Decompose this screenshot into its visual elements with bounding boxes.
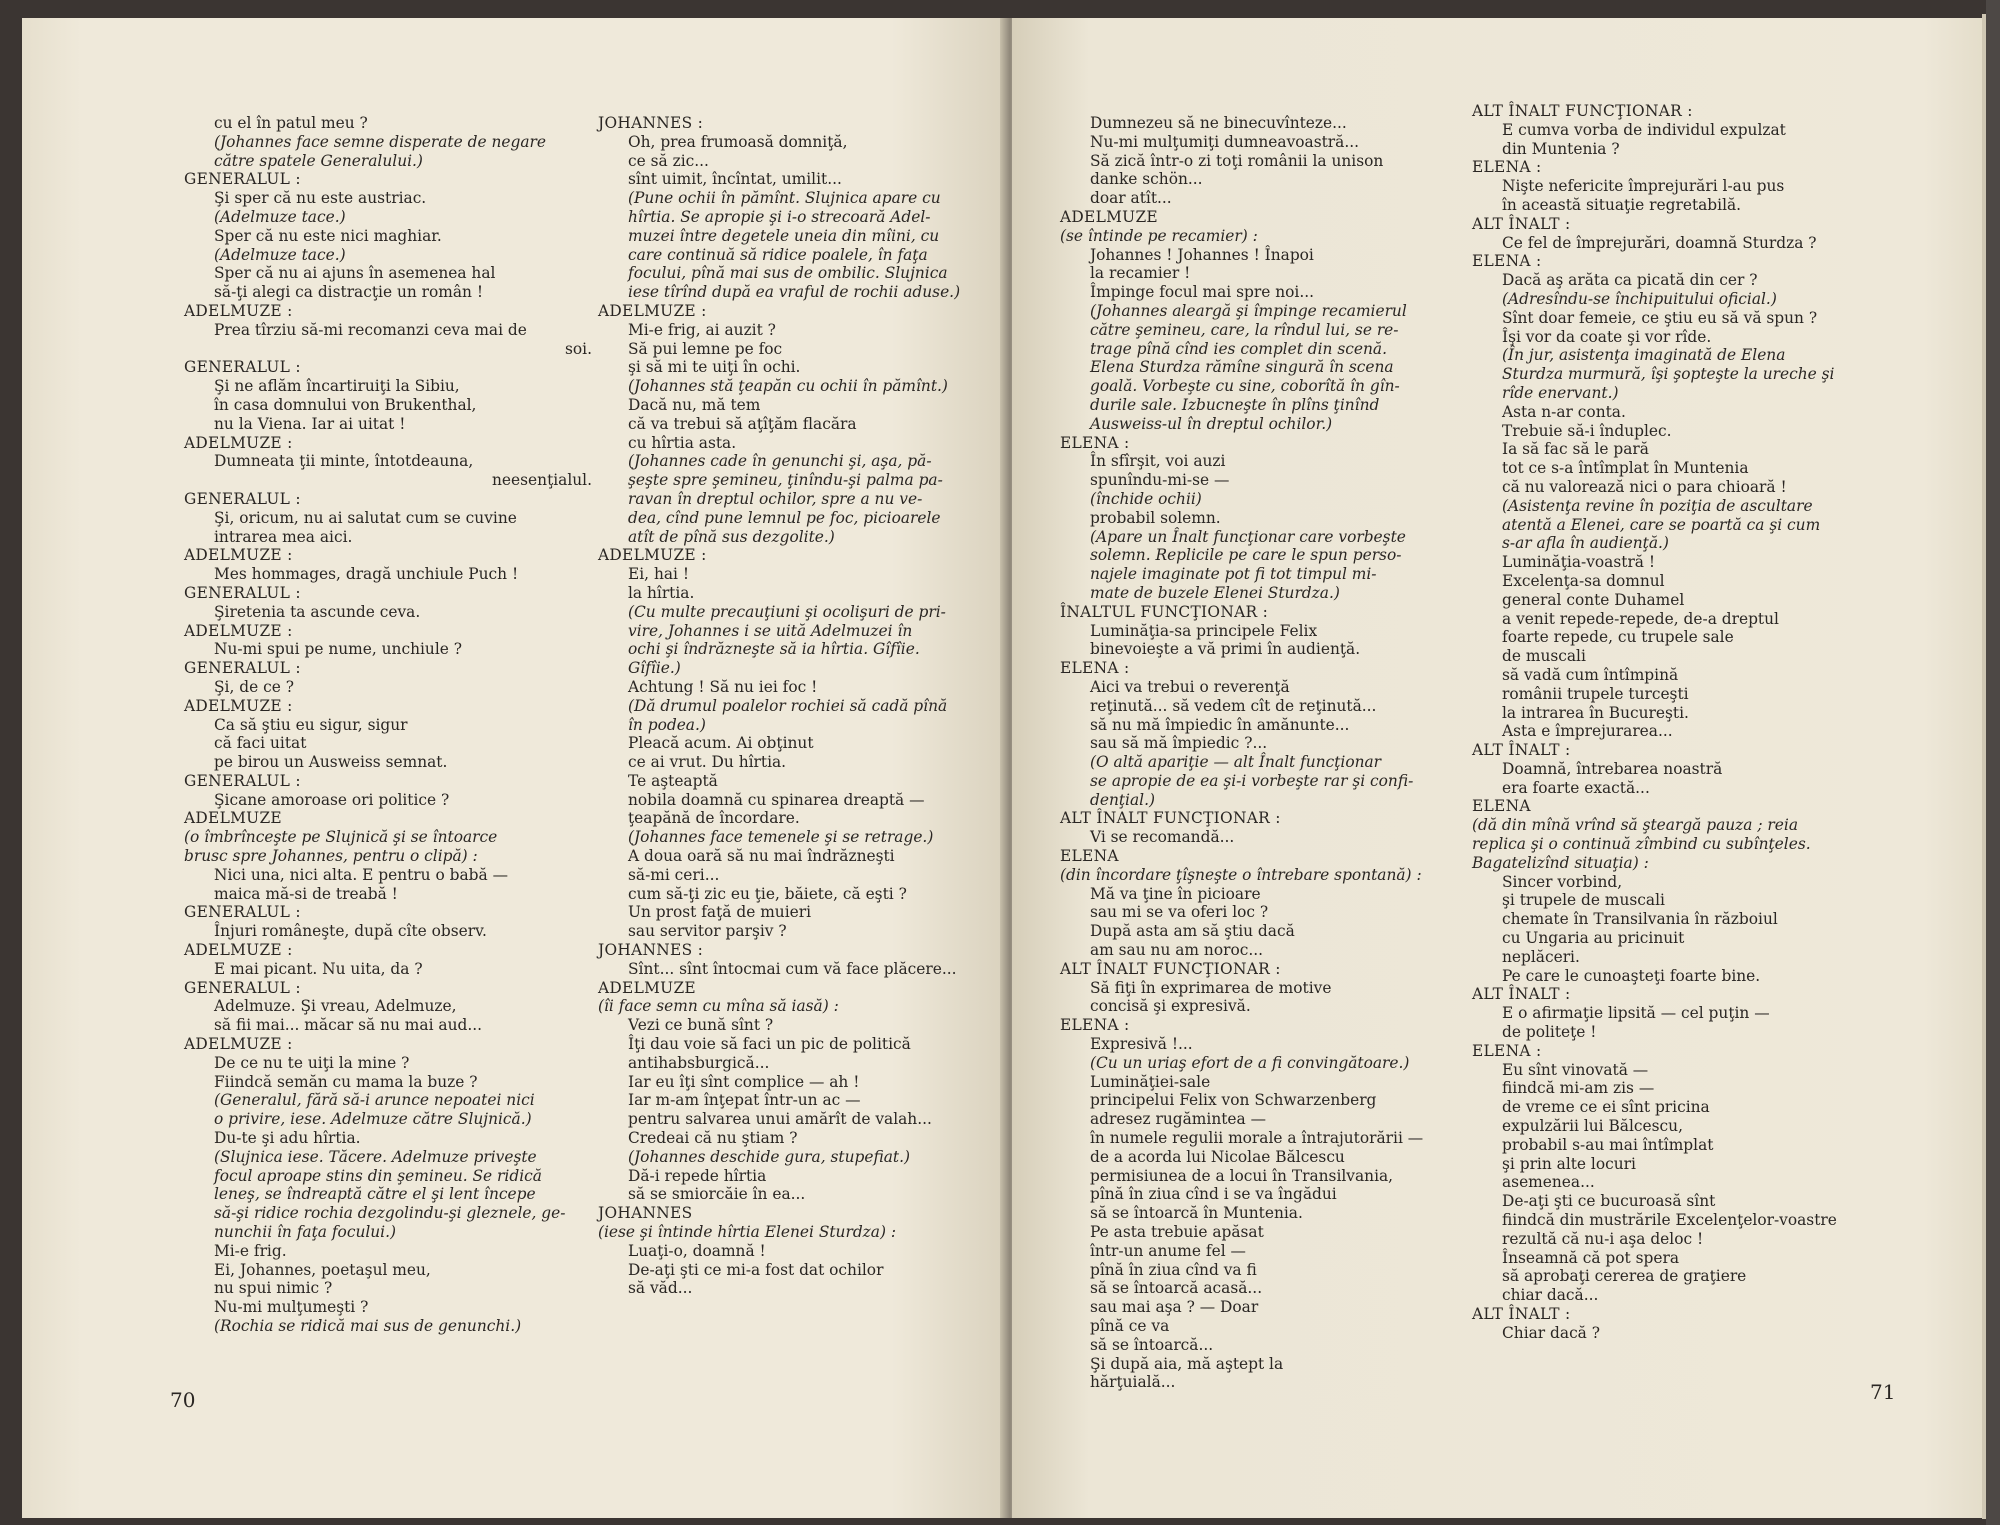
stage-direction: dea, cînd pune lemnul pe foc, picioarele [628,508,941,527]
stage-direction: leneş, se îndreaptă către el şi lent începe [214,1185,536,1204]
stage-direction: (O altă apariţie — alt Înalt funcţionar [1090,753,1382,772]
dialogue-line: Mes hommages, dragă unchiule Puch ! [214,565,519,584]
dialogue-line: asemenea... [1502,1173,1595,1192]
stage-direction: brusc spre Johannes, pentru o clipă) : [184,847,478,866]
stage-direction: (o îmbrînceşte pe Slujnică şi se întoarce [184,828,498,847]
dialogue-line: Ei, hai ! [628,565,690,584]
dialogue-line: că va trebui să aţîţăm flacăra [628,414,857,433]
dialogue-line: Dumneata ţii minte, întotdeauna, [214,452,474,471]
dialogue-line: sau mai aşa ? — Doar [1090,1298,1259,1317]
dialogue-line: sau servitor parşiv ? [628,922,787,941]
dialogue-line: Luminăţiei-sale [1090,1072,1211,1091]
dialogue-line: Johannes ! Johannes ! Înapoi [1090,245,1314,264]
dialogue-line: Ei, Johannes, poetaşul meu, [214,1260,431,1279]
dialogue-line: Dacă nu, mă tem [628,395,761,414]
speaker-name: ELENA : [1060,1016,1130,1035]
dialogue-line: sau să mă împiedic ?... [1090,734,1268,753]
dialogue-line: Credeai că nu ştiam ? [628,1129,798,1148]
dialogue-line: Luminăţia-voastră ! [1502,553,1656,572]
left-page-column-2 [598,114,1010,1298]
speaker-name: ALT ÎNALT : [1472,1305,1571,1323]
dialogue-line: Eu sînt vinovată — [1502,1060,1649,1079]
dialogue-line: Prea tîrziu să-mi recomanzi ceva mai de [214,320,527,339]
dialogue-line: Excelenţa-sa domnul [1502,571,1665,590]
dialogue-line: După asta am să ştiu dacă [1090,922,1295,941]
speaker-name: ADELMUZE [1060,207,1158,226]
right-page-column-1 [1060,114,1480,1392]
dialogue-line: Împinge focul mai spre noi... [1090,283,1314,302]
speaker-name: ADELMUZE : [184,546,293,565]
dialogue-line: foarte repede, cu trupele sale [1502,628,1734,647]
dialogue-line: Oh, prea frumoasă domniţă, [628,132,848,151]
stage-direction: Ausweiss-ul în dreptul ochilor.) [1090,414,1333,433]
dialogue-line: Sînt... sînt întocmai cum vă face plăcere... [628,959,957,978]
dialogue-line: Şi, oricum, nu ai salutat cum se cuvine [214,508,517,527]
stage-direction: ravan în dreptul ochilor, spre a nu ve- [628,489,923,508]
speaker-name: ELENA [1060,847,1119,866]
dialogue-line: ţeapănă de încordare. [628,809,800,828]
speaker-name: ALT ÎNALT FUNCŢIONAR : [1060,809,1281,828]
stage-direction: iese tîrînd după ea vraful de rochii aduse.) [628,283,961,302]
dialogue-line: Adelmuze. Şi vreau, Adelmuze, [214,997,457,1016]
stage-direction: (închide ochii) [1090,489,1202,508]
dialogue-line: expulzării lui Bălcescu, [1502,1117,1683,1136]
stage-direction: hîrtia. Se apropie şi i-o strecoară Adel- [628,207,931,226]
dialogue-line: spunîndu-mi-se — [1090,471,1230,490]
dialogue-line: Mi-e frig, ai auzit ? [628,320,776,339]
stage-direction: mate de buzele Elenei Sturdza.) [1090,583,1340,602]
speaker-name: ADELMUZE : [184,941,293,960]
dialogue-line: Şi după aia, mă aştept la [1090,1354,1284,1373]
speaker-name: ALT ÎNALT FUNCŢIONAR : [1472,102,1693,120]
dialogue-line: maica mă-si de treabă ! [214,884,398,903]
speaker-name: ADELMUZE : [184,433,293,452]
speaker-name: GENERALUL : [184,659,301,678]
speaker-name: ADELMUZE : [598,301,707,320]
dialogue-line: Şi ne aflăm încartiruiţi la Sibiu, [214,377,460,396]
dialogue-line: Înseamnă că pot spera [1502,1248,1680,1267]
dialogue-line: cu el în patul meu ? [214,114,368,132]
dialogue-line: hărţuială... [1090,1373,1176,1392]
dialogue-line: adresez rugămintea — [1090,1110,1266,1129]
dialogue-line: Pe asta trebuie apăsat [1090,1223,1264,1242]
stage-direction: solemn. Replicile pe care le spun perso- [1090,546,1402,565]
stage-direction: s-ar afla în audienţă.) [1502,534,1669,553]
dialogue-line: neplăceri. [1502,947,1580,966]
speaker-name: ELENA : [1472,252,1542,271]
stage-direction: (Adelmuze tace.) [214,207,346,226]
dialogue-line: cum să-ţi zic eu ţie, băiete, că eşti ? [628,884,907,903]
stage-direction: (Johannes deschide gura, stupefiat.) [628,1147,910,1166]
dialogue-line: sau mi se va oferi loc ? [1090,903,1269,922]
dialogue-line: Ce fel de împrejurări, doamnă Sturdza ? [1502,233,1817,252]
dialogue-line: să-mi ceri... [628,865,720,884]
stage-direction: ochi şi îndrăzneşte să ia hîrtia. Gîfîie. [628,640,920,659]
dialogue-line: concisă şi expresivă. [1090,997,1251,1016]
dialogue-line: fiindcă din mustrările Excelenţelor-voastre [1502,1211,1837,1230]
stage-direction: denţial.) [1090,790,1155,809]
stage-direction: najele imaginate pot fi tot timpul mi- [1090,565,1377,584]
dialogue-line: chiar dacă... [1502,1286,1599,1305]
dialogue-line: Sper că nu este nici maghiar. [214,226,442,245]
dialogue-line: Fiindcă semăn cu mama la buze ? [214,1072,478,1091]
dialogue-line: cu Ungaria au pricinuit [1502,929,1685,948]
dialogue-line: să văd... [628,1279,693,1298]
dialogue-line: Un prost faţă de muieri [628,903,812,922]
dialogue-line: şi trupele de muscali [1502,891,1665,910]
stage-direction: (dă din mînă vrînd să şteargă pauza ; reia [1472,816,1798,835]
stage-direction: (Adelmuze tace.) [214,245,346,264]
dialogue-line: nu spui nimic ? [214,1279,333,1298]
dialogue-line: Mi-e frig. [214,1241,287,1260]
dialogue-line: Dă-i repede hîrtia [628,1166,767,1185]
stage-direction: (Asistenţa revine în poziţia de ascultare [1502,496,1813,515]
stage-direction: (Johannes cade în genunchi şi, aşa, pă- [628,452,932,471]
stage-direction: către spatele Generalului.) [214,151,423,170]
dialogue-line: în casa domnului von Brukenthal, [214,395,477,414]
stage-direction: replica şi o continuă zîmbind cu subînţeles. [1472,835,1811,854]
speaker-name: ÎNALTUL FUNCŢIONAR : [1060,602,1269,621]
page-number-right: 71 [1870,1380,1896,1404]
dialogue-line: că nu valorează nici o para chioară ! [1502,477,1787,496]
dialogue-line: Iar eu îţi sînt complice — ah ! [628,1072,860,1091]
stage-direction: (iese şi întinde hîrtia Elenei Sturdza) : [598,1223,897,1242]
speaker-name: ELENA : [1060,659,1130,678]
dialogue-line: Nu-mi mulţumiţi dumneavoastră... [1090,132,1360,151]
right-page-column-2 [1472,102,1902,1343]
dialogue-line: de muscali [1502,647,1586,666]
dialogue-line: să fii mai... măcar să nu mai aud... [214,1016,483,1035]
dialogue-line: antihabsburgică... [628,1053,770,1072]
dialogue-line: fiindcă mi-am zis — [1502,1079,1655,1098]
dialogue-line: Ca să ştiu eu sigur, sigur [214,715,408,734]
stage-direction: goală. Vorbeşte cu sine, coborîtă în gîn- [1090,377,1400,396]
dialogue-line: să se întoarcă acasă... [1090,1279,1263,1298]
dialogue-line: tot ce s-a întîmplat în Muntenia [1502,459,1749,478]
dialogue-line: Nişte nefericite împrejurări l-au pus [1502,177,1785,196]
stage-direction: atît de pînă sus dezgolite.) [628,527,835,546]
stage-direction: atentă a Elenei, care se poartă ca şi cum [1502,515,1821,534]
dialogue-line: Să zică într-o zi toţi românii la unison [1090,151,1384,170]
dialogue-line: Îţi dau voie să faci un pic de politică [628,1035,911,1054]
stage-direction: durile sale. Izbucneşte în plîns ţinînd [1090,395,1380,414]
stage-direction: (Slujnica iese. Tăcere. Adelmuze priveşte [214,1147,537,1166]
speaker-name: ALT ÎNALT : [1472,214,1571,233]
dialogue-line: De-aţi şti ce mi-a fost dat ochilor [628,1260,884,1279]
dialogue-line: Şi, de ce ? [214,677,294,696]
speaker-name: ALT ÎNALT : [1472,985,1571,1004]
stage-direction: (Adresîndu-se închipuitului oficial.) [1502,289,1777,308]
stage-direction: către şemineu, care, la rîndul lui, se re- [1090,320,1399,339]
stage-direction: (Generalul, fără să-i arunce nepoatei nici [214,1091,535,1110]
stage-direction: muzei între degetele uneia din mîini, cu [628,226,940,245]
dialogue-line: Vi se recomandă... [1090,828,1235,847]
speaker-name: ADELMUZE : [184,1035,293,1054]
stage-direction: (Dă drumul poalelor rochiei să cadă pînă [628,696,948,715]
page-number-left: 70 [170,1388,196,1412]
dialogue-line: să vadă cum întîmpină [1502,665,1679,684]
stage-direction: (Cu un uriaş efort de a fi convingătoare.) [1090,1053,1410,1072]
speaker-name: JOHANNES [598,1204,693,1223]
dialogue-line: Pleacă acum. Ai obţinut [628,734,814,753]
speaker-name: GENERALUL : [184,489,301,508]
dialogue-line: Sincer vorbind, [1502,872,1623,891]
dialogue-line: Expresivă !... [1090,1035,1193,1054]
dialogue-line: Nu-mi spui pe nume, unchiule ? [214,640,462,659]
dialogue-line: Trebuie să-i îndupleс. [1502,421,1672,440]
dialogue-line: la hîrtia. [628,583,695,602]
stage-direction: (În jur, asistenţa imaginată de Elena [1502,346,1786,365]
dialogue-line: să se întoarcă în Muntenia. [1090,1204,1303,1223]
stage-direction: (se întinde pe recamier) : [1060,226,1258,245]
speaker-name: ADELMUZE [184,809,282,828]
speaker-name: ADELMUZE : [184,301,293,320]
dialogue-line: Dumnezeu să ne binecuvînteze... [1090,114,1347,132]
stage-direction: (îi face semn cu mîna să iasă) : [598,997,839,1016]
dialogue-line: Să pui lemne pe foc [628,339,783,358]
stage-direction: trage pînă cînd ies complet din scenă. [1090,339,1387,358]
dialogue-line: soi. [565,339,592,358]
dialogue-line: Du-te şi adu hîrtia. [214,1129,361,1148]
stage-direction: în podea.) [628,715,706,734]
dialogue-line: Să fiţi în exprimarea de motive [1090,978,1332,997]
speaker-name: JOHANNES : [598,941,704,960]
dialogue-line: principelui Felix von Schwarzenberg [1090,1091,1377,1110]
stage-direction: se apropie de ea şi-i vorbeşte rar şi confi- [1090,771,1414,790]
dialogue-line: nu la Viena. Iar ai uitat ! [214,414,406,433]
dialogue-line: din Muntenia ? [1502,139,1620,158]
dialogue-line: binevoieşte a vă primi în audienţă. [1090,640,1361,659]
dialogue-line: E o afirmaţie lipsită — cel puţin — [1502,1004,1770,1023]
dialogue-line: Pe care le cunoaşteţi foarte bine. [1502,966,1761,985]
dialogue-line: Şiretenia ta ascunde ceva. [214,602,421,621]
dialogue-line: A doua oară să nu mai îndrăzneşti [628,847,895,866]
stage-direction: (Rochia se ridică mai sus de genunchi.) [214,1317,522,1335]
dialogue-line: E cumva vorba de individul expulzat [1502,120,1786,139]
stage-direction: care continuă să ridice poalele, în faţa [628,245,928,264]
dialogue-line: şi prin alte locuri [1502,1154,1636,1173]
dialogue-line: pentru salvarea unui amărît de valah... [628,1110,932,1129]
speaker-name: ADELMUZE : [184,696,293,715]
stage-direction: şeşte spre şemineu, ţinîndu-şi palma pa- [628,471,943,490]
speaker-name: ELENA : [1060,433,1130,452]
dialogue-line: pînă în ziua cînd i se va îngădui [1090,1185,1337,1204]
dialogue-line: Iar m-am înţepat într-un ac — [628,1091,861,1110]
dialogue-line: că faci uitat [214,734,307,753]
dialogue-line: probabil solemn. [1090,508,1221,527]
stage-direction: (Johannes aleargă şi împinge recamierul [1090,301,1407,320]
dialogue-line: intrarea mea aici. [214,527,353,546]
dialogue-line: De ce nu te uiţi la mine ? [214,1053,410,1072]
dialogue-line: Mă va ţine în picioare [1090,884,1261,903]
dialogue-line: Sper că nu ai ajuns în asemenea hal [214,264,496,283]
dialogue-line: pînă ce va [1090,1317,1170,1335]
dialogue-line: să nu mă împiedic în amănunte... [1090,715,1350,734]
dialogue-line: în această situaţie regretabilă. [1502,195,1742,214]
speaker-name: GENERALUL : [184,903,301,922]
dialogue-line: Aici va trebui o reverenţă [1090,677,1290,696]
dialogue-line: Şi sper că nu este austriac. [214,189,427,208]
stage-direction: Elena Sturdza rămîne singură în scena [1090,358,1394,377]
dialogue-line: doar atît... [1090,189,1172,208]
right-page [1012,18,1982,1518]
dialogue-line: chemate în Transilvania în războiul [1502,910,1778,929]
speaker-name: GENERALUL : [184,358,301,377]
dialogue-line: la intrarea în Bucureşti. [1502,703,1689,722]
speaker-name: GENERALUL : [184,771,301,790]
dialogue-line: să-ţi alegi ca distracţie un român ! [214,283,484,302]
dialogue-line: românii trupele turceşti [1502,684,1689,703]
dialogue-line: Şicane amoroase ori politice ? [214,790,450,809]
speaker-name: ALT ÎNALT : [1472,741,1571,760]
dialogue-line: Doamnă, întrebarea noastră [1502,759,1723,778]
dialogue-line: de a acorda lui Nicolae Bălcescu [1090,1147,1345,1166]
stage-direction: vire, Johannes i se uită Adelmuzei în [628,621,913,640]
dialogue-line: sînt uimit, încîntat, umilit... [628,170,842,189]
dialogue-line: Dacă aş arăta ca picată din cer ? [1502,271,1758,290]
stage-direction: Bagatelizînd situaţia) : [1472,853,1649,872]
speaker-name: ADELMUZE : [598,546,707,565]
speaker-name: ALT ÎNALT FUNCŢIONAR : [1060,959,1281,978]
dialogue-line: reţinută... să vedem cît de reţinută... [1090,696,1377,715]
speaker-name: ADELMUZE : [184,621,293,640]
dialogue-line: Sînt doar femeie, ce ştiu eu să vă spun ? [1502,308,1818,327]
stage-direction: focul aproape stins din şemineu. Se ridică [214,1166,542,1185]
dialogue-line: permisiunea de a locui în Transilvania, [1090,1166,1394,1185]
stage-direction: Sturdza murmură, îşi şopteşte la ureche şi [1502,365,1835,384]
stage-direction: (Apare un Înalt funcţionar care vorbeşte [1090,527,1406,546]
dialogue-line: danke schön... [1090,170,1203,189]
dialogue-line: să se întoarcă... [1090,1335,1214,1354]
dialogue-line: În sfîrşit, voi auzi [1090,452,1226,471]
dialogue-line: Asta e împrejurarea... [1502,722,1673,741]
dialogue-line: ce ai vrut. Du hîrtia. [628,753,787,772]
speaker-name: GENERALUL : [184,170,301,189]
stage-direction: (Cu multe precauţiuni şi ocolişuri de pri- [628,602,946,621]
dialogue-line: la recamier ! [1090,264,1191,283]
stage-direction: rîde enervant.) [1502,383,1619,402]
dialogue-line: a venit repede-repede, de-a dreptul [1502,609,1779,628]
dialogue-line: de politeţe ! [1502,1023,1597,1042]
dialogue-line: Luaţi-o, doamnă ! [628,1241,766,1260]
dialogue-line: De-aţi şti ce bucuroasă sînt [1502,1192,1716,1211]
dialogue-line: de vreme ce ei sînt pricina [1502,1098,1710,1117]
speaker-name: ELENA : [1472,158,1542,177]
dialogue-line: ce să zic... [628,151,709,170]
left-page [22,18,1010,1518]
speaker-name: ELENA : [1472,1041,1542,1060]
dialogue-line: pe birou un Ausweiss semnat. [214,753,448,772]
stage-direction: (Johannes face semne disperate de negare [214,132,546,151]
stage-direction: (Pune ochii în pămînt. Slujnica apare cu [628,189,941,208]
dialogue-line: neesenţialul. [492,471,592,490]
dialogue-line: Înjuri româneşte, după cîte observ. [214,922,487,941]
dialogue-line: Luminăţia-sa principele Felix [1090,621,1318,640]
dialogue-line: E mai picant. Nu uita, da ? [214,959,423,978]
stage-direction: să-şi ridice rochia dezgolindu-şi gleznele, ge- [214,1204,566,1223]
dialogue-line: în numele regulii morale a întrajutorării — [1090,1129,1424,1148]
dialogue-line: într-un anume fel — [1090,1241,1246,1260]
dialogue-line: Îşi vor da coate şi vor rîde. [1502,327,1712,346]
dialogue-line: nobila doamnă cu spinarea dreaptă — [628,790,925,809]
dialogue-line: Vezi ce bună sînt ? [628,1016,774,1035]
dialogue-line: cu hîrtia asta. [628,433,737,452]
stage-direction: o privire, iese. Adelmuze către Slujnică.) [214,1110,532,1129]
left-page-column-1 [184,114,592,1336]
stage-direction: (Johannes stă ţeapăn cu ochii în pămînt.) [628,377,948,396]
dialogue-line: am sau nu am noroc... [1090,941,1264,960]
speaker-name: GENERALUL : [184,978,301,997]
dialogue-line: general conte Duhamel [1502,590,1685,609]
dialogue-line: să se smiorcăie în ea... [628,1185,806,1204]
dialogue-line: pînă în ziua cînd va fi [1090,1260,1257,1279]
dialogue-line: Nici una, nici alta. E pentru o babă — [214,865,508,884]
dialogue-line: Nu-mi mulţumeşti ? [214,1298,369,1317]
dialogue-line: era foarte exactă... [1502,778,1650,797]
speaker-name: ELENA [1472,797,1531,816]
dialogue-line: Achtung ! Să nu iei foc ! [628,677,818,696]
dialogue-line: şi să mi te uiţi în ochi. [628,358,801,377]
speaker-name: GENERALUL : [184,583,301,602]
dialogue-line: Te aşteaptă [628,771,718,790]
dialogue-line: probabil s-au mai întîmplat [1502,1135,1714,1154]
speaker-name: ADELMUZE [598,978,696,997]
dialogue-line: Chiar dacă ? [1502,1323,1601,1342]
speaker-name: JOHANNES : [598,114,704,132]
stage-direction: (din încordare ţîşneşte o întrebare spontană) : [1060,865,1422,884]
stage-direction: Gîfîie.) [628,659,681,678]
dialogue-line: Asta n-ar conta. [1502,402,1626,421]
stage-direction: focului, pînă mai sus de ombilic. Slujnica [628,264,948,283]
dialogue-line: rezultă că nu-i aşa deloc ! [1502,1229,1704,1248]
stage-direction: (Johannes face temenele şi se retrage.) [628,828,934,847]
dialogue-line: să aprobaţi cererea de graţiere [1502,1267,1747,1286]
dialogue-line: Ia să fac să le pară [1502,440,1649,459]
book-cover-edge [1986,0,2000,1525]
stage-direction: nunchii în faţa focului.) [214,1223,397,1242]
